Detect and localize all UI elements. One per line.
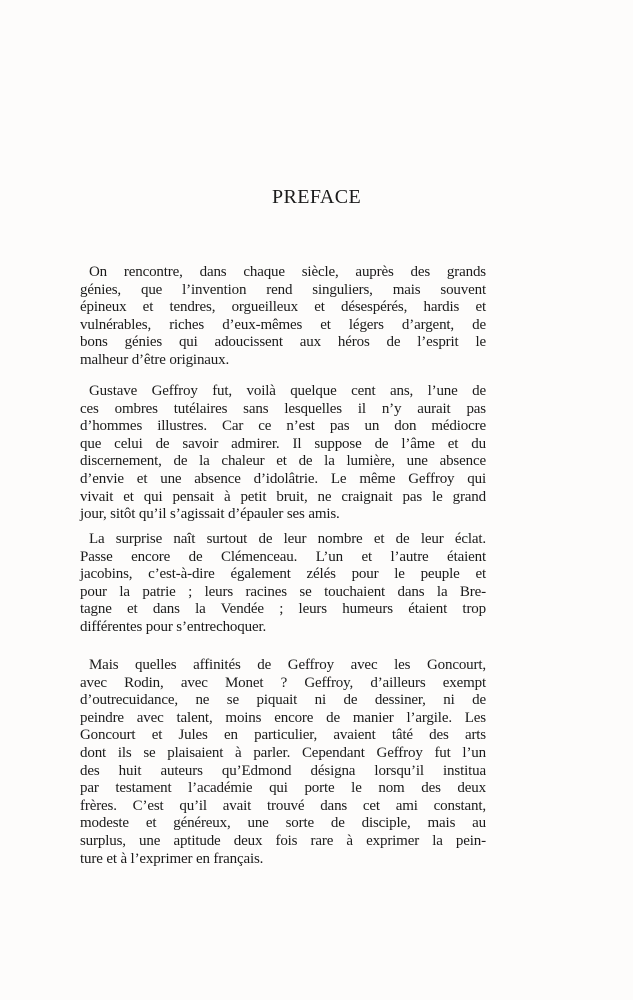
text-line: vulnérables, riches d’eux-mêmes et légers d’argent, de [80,316,486,333]
paragraph-4 [80,657,486,868]
text-line: Mais quelles affinités de Geffroy avec les Goncourt, [89,657,486,673]
text-line: Passe encore de Clémenceau. L’un et l’autre étaient [80,548,486,565]
paragraph-1 [80,264,486,370]
text-line: Goncourt et Jules en particulier, avaient tâté des arts [80,727,486,744]
text-line: d’outrecuidance, ne se piquait ni de dessiner, ni de [80,692,486,709]
text-line: peindre avec talent, moins encore de manier l’argile. Les [80,709,486,726]
text-line: Gustave Geffroy fut, voilà quelque cent ans, l’une de [89,383,486,399]
text-line: discernement, de la chaleur et de la lumière, une absence [80,453,486,470]
text-line: d’envie et une absence d’idolâtrie. Le même Geffroy qui [80,470,486,487]
text-line: La surprise naît surtout de leur nombre et de leur éclat. [89,531,486,547]
text-line: jacobins, c’est-à-dire également zélés pour le peuple et [80,566,486,583]
text-line: malheur d’être originaux. [80,351,230,368]
text-line: modeste et généreux, une sorte de disciple, mais au [80,815,486,832]
text-line: frères. C’est qu’il avait trouvé dans cet ami constant, [80,797,486,814]
text-line: que celui de savoir admirer. Il suppose de l’âme et du [80,435,486,452]
text-line: bons génies qui adoucissent aux héros de l’esprit le [80,334,486,351]
text-line: des huit auteurs qu’Edmond désigna lorsqu’il institua [80,762,486,779]
text-line: jour, sitôt qu’il s’agissait d’épauler ses amis. [80,506,340,523]
paragraph-3 [80,531,486,637]
page-title: PREFACE [271,186,362,208]
text-line: ture et à l’exprimer en français. [80,850,264,867]
text-line: génies, que l’invention rend singuliers, mais souvent [80,281,486,298]
text-line: épineux et tendres, orgueilleux et désespérés, hardis et [80,299,486,316]
text-line: tagne et dans la Vendée ; leurs humeurs étaient trop [80,601,486,618]
text-line: avec Rodin, avec Monet ? Geffroy, d’ailleurs exempt [80,674,486,691]
text-line: ces ombres tutélaires sans lesquelles il n’y aurait pas [80,400,486,417]
text-line: pour la patrie ; leurs racines se touchaient dans la Bre- [80,583,486,600]
text-line: par testament l’académie qui porte le nom des deux [80,780,486,797]
text-line: On rencontre, dans chaque siècle, auprès des grands [89,264,486,280]
text-line: d’hommes illustres. Car ce n’est pas un don médiocre [80,418,486,435]
text-line: vivait et qui pensait à petit bruit, ne craignait pas le grand [80,488,486,505]
text-line: surplus, une aptitude deux fois rare à exprimer la pein- [80,832,486,849]
text-line: dont ils se plaisaient à parler. Cependant Geffroy fut l’un [80,744,486,761]
paragraph-2 [80,383,486,524]
text-line: différentes pour s’entrechoquer. [80,618,267,635]
